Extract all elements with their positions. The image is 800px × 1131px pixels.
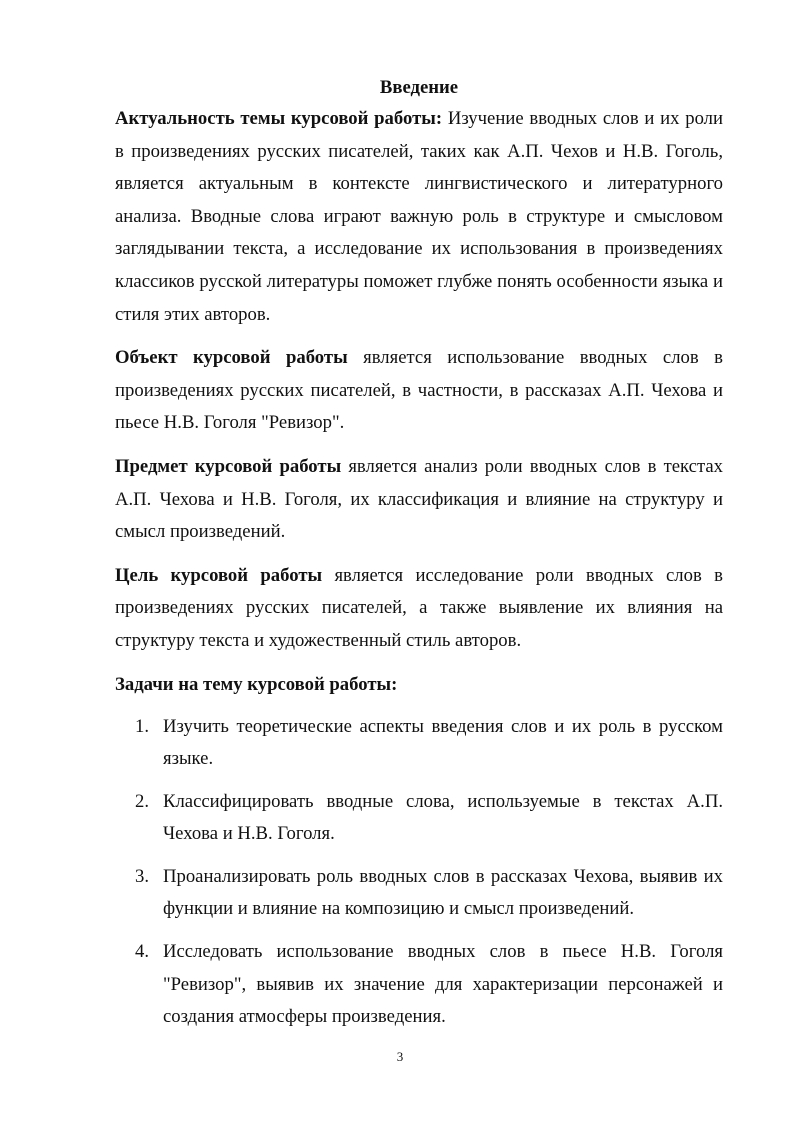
list-item-number: 2. bbox=[135, 790, 150, 812]
list-item bbox=[115, 786, 723, 851]
list-item bbox=[115, 861, 723, 926]
paragraph-lead: Предмет курсовой работы bbox=[115, 455, 342, 477]
paragraph-lead: Актуальность темы курсовой работы: bbox=[115, 108, 443, 129]
list-item bbox=[115, 711, 723, 776]
list-item-text: Исследовать использование вводных слов в пьесе Н.В. Гоголя "Ревизор", выявив их значение для характеризации персонажей и создания атмосферы произведения. bbox=[163, 941, 723, 1028]
paragraph-text: является анализ роли вводных слов в текстах А.П. Чехова и Н.В. Гоголя, их классификация и влияние на структуру и смысл произведений. bbox=[115, 455, 723, 543]
list-item-text: Классифицировать вводные слова, используемые в текстах А.П. Чехова и Н.В. Гоголя. bbox=[163, 790, 723, 845]
list-item-text: Изучить теоретические аспекты введения слов и их роль в русском языке. bbox=[163, 715, 723, 770]
list-item-text: Проанализировать роль вводных слов в рассказах Чехова, выявив их функции и влияние на композицию и смысл произведений. bbox=[163, 865, 723, 920]
paragraph-object bbox=[115, 342, 723, 440]
tasks-heading: Задачи на тему курсовой работы: bbox=[115, 673, 398, 695]
page-number: 3 bbox=[396, 1049, 404, 1064]
list-item-number: 3. bbox=[135, 865, 150, 887]
paragraph-text: является использование вводных слов в произведениях русских писателей, в частности, в рассказах А.П. Чехова и пьесе Н.В. Гоголя "Ревизор". bbox=[115, 347, 723, 434]
task-list bbox=[115, 711, 723, 1034]
paragraph-lead: Цель курсовой работы bbox=[115, 564, 323, 586]
list-item-number: 1. bbox=[135, 715, 150, 737]
paragraph-goal bbox=[115, 560, 723, 658]
paragraph-relevance bbox=[115, 103, 723, 331]
list-item-number: 4. bbox=[135, 941, 150, 963]
paragraph-subject bbox=[115, 451, 723, 549]
page-content bbox=[115, 73, 723, 1044]
paragraph-text: Изучение вводных слов и их роли в произведениях русских писателей, таких как А.П. Чехов и Н.В. Гоголь, является актуальным в контексте лингвистического и литературного анализа. Вводные слова играют важную роль в структуре и смысловом заглядывании текста, а исследование их использования в произведениях классиков русской литературы поможет глубже понять особенности языка и стиля этих авторов. bbox=[115, 108, 723, 325]
list-item bbox=[115, 936, 723, 1034]
paragraph-text: является исследование роли вводных слов в произведениях русских писателей, а также выявление их влияния на структуру текста и художественный стиль авторов. bbox=[115, 564, 723, 651]
section-title: Введение bbox=[379, 77, 459, 98]
paragraph-lead: Объект курсовой работы bbox=[115, 347, 348, 369]
